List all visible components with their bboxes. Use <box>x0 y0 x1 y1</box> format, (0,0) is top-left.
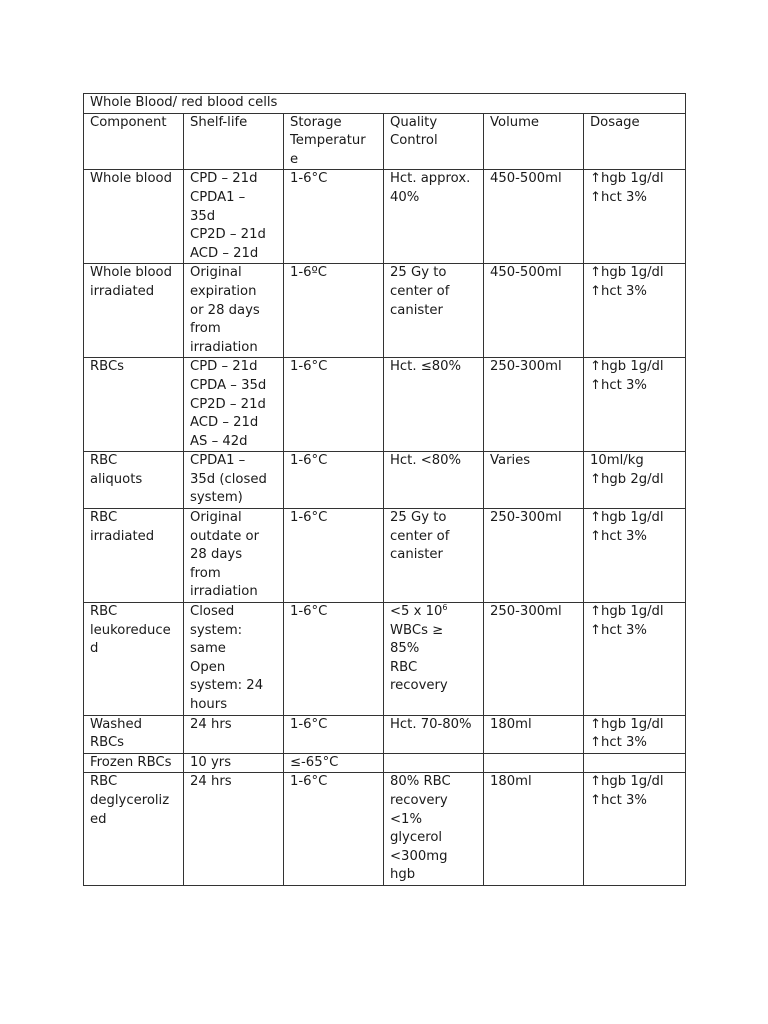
cell-text: 35d <box>190 208 216 224</box>
cell-component <box>84 715 184 753</box>
cell-text: AS – 42d <box>190 433 248 449</box>
cell-text: CPD – 21d <box>190 171 258 187</box>
cell-storage-temperature <box>284 773 384 886</box>
cell-dosage <box>584 452 686 509</box>
table-row <box>84 509 686 603</box>
cell-text: irradiated <box>90 528 155 544</box>
cell-shelf-life <box>184 715 284 753</box>
table-title: Whole Blood/ red blood cells <box>84 94 686 114</box>
cell-text: 450-500ml <box>490 171 562 187</box>
cell-text: ↑hgb 1g/dl <box>590 359 664 375</box>
cell-text: Hct. <80% <box>390 453 462 469</box>
cell-text: irradiation <box>190 584 258 600</box>
cell-text: same <box>190 641 226 657</box>
cell-text: Component <box>90 114 167 130</box>
cell-component <box>84 264 184 358</box>
cell-text: Hct. 70-80% <box>390 716 472 732</box>
cell-text: 1-6°C <box>290 604 328 620</box>
cell-text: ↑hgb 1g/dl <box>590 774 664 790</box>
cell-text: ↑hgb 1g/dl <box>590 265 664 281</box>
cell-text: 250-300ml <box>490 510 562 526</box>
cell-quality-control <box>384 715 484 753</box>
cell-text: 80% RBC <box>390 774 451 790</box>
cell-text: outdate or <box>190 528 260 544</box>
cell-text: 1-6°C <box>290 359 328 375</box>
cell-storage-temperature <box>284 509 384 603</box>
cell-dosage <box>584 358 686 452</box>
cell-text: CPDA1 – <box>190 189 246 205</box>
cell-text: center of <box>390 528 450 544</box>
cell-text: <5 x $10^6$ <box>390 603 448 620</box>
cell-text: Varies <box>490 453 531 469</box>
cell-volume <box>484 509 584 603</box>
cell-text: Whole blood <box>90 265 172 281</box>
cell-storage-temperature <box>284 603 384 716</box>
cell-text: hours <box>190 697 228 712</box>
cell-quality-control <box>384 358 484 452</box>
table-row <box>84 603 686 716</box>
cell-text: system) <box>190 490 243 506</box>
table-row <box>84 715 686 753</box>
cell-text: recovery <box>390 792 448 808</box>
cell-component <box>84 358 184 452</box>
cell-text: <300mg <box>390 848 448 864</box>
cell-text: 24 hrs <box>190 716 232 732</box>
cell-text: CPD – 21d <box>190 359 258 375</box>
cell-text: ACD – 21d <box>190 415 259 431</box>
cell-text: 1-6°C <box>290 510 328 526</box>
cell-text: RBCs <box>90 735 125 751</box>
superscript-exponent: 6 <box>442 603 448 613</box>
cell-component <box>84 170 184 264</box>
cell-text: ACD – 21d <box>190 245 259 261</box>
cell-quality-control <box>384 753 484 773</box>
cell-text: Whole blood <box>90 171 172 187</box>
cell-text: RBC <box>90 604 118 620</box>
cell-text: ↑hgb 1g/dl <box>590 171 664 187</box>
cell-text <box>390 754 477 773</box>
table-row <box>84 170 686 264</box>
cell-quality-control <box>384 773 484 886</box>
cell-dosage <box>584 603 686 716</box>
cell-text: from <box>190 565 221 581</box>
cell-text: Open <box>190 659 226 675</box>
cell-component <box>84 509 184 603</box>
cell-storage-temperature <box>284 715 384 753</box>
cell-shelf-life <box>184 264 284 358</box>
cell-volume <box>484 715 584 753</box>
cell-text: ↑hgb 2g/dl <box>590 471 664 487</box>
cell-dosage <box>584 753 686 773</box>
cell-text: CP2D – 21d <box>190 227 266 243</box>
cell-text: Original <box>190 510 242 526</box>
blood-components-table <box>83 93 686 886</box>
cell-volume <box>484 773 584 886</box>
cell-dosage <box>584 773 686 886</box>
cell-text: CPDA1 – <box>190 453 246 469</box>
cell-text: or 28 days <box>190 302 260 318</box>
header-quality-control <box>384 113 484 170</box>
cell-text: from <box>190 321 221 337</box>
cell-text: <1% <box>390 811 422 827</box>
cell-text: system: <box>190 622 243 638</box>
cell-text: ↑hct 3% <box>590 735 647 751</box>
cell-text: Quality <box>390 114 438 130</box>
table-row <box>84 773 686 886</box>
header-volume <box>484 113 584 170</box>
cell-storage-temperature <box>284 170 384 264</box>
cell-volume <box>484 603 584 716</box>
cell-text: hgb <box>390 867 416 883</box>
cell-text: glycerol <box>390 830 443 846</box>
cell-text: ed <box>90 811 107 827</box>
cell-component <box>84 452 184 509</box>
cell-text: Hct. ≤80% <box>390 359 462 375</box>
cell-quality-control <box>384 170 484 264</box>
cell-text: recovery <box>390 678 448 694</box>
cell-text: Washed <box>90 716 142 732</box>
cell-text: 1-6°C <box>290 774 328 790</box>
cell-text: 85% <box>390 641 420 657</box>
cell-shelf-life <box>184 170 284 264</box>
cell-quality-control <box>384 264 484 358</box>
cell-shelf-life <box>184 773 284 886</box>
cell-text: 25 Gy to <box>390 510 447 526</box>
cell-shelf-life <box>184 452 284 509</box>
cell-text: canister <box>390 302 443 318</box>
cell-storage-temperature <box>284 264 384 358</box>
cell-shelf-life <box>184 358 284 452</box>
cell-storage-temperature <box>284 753 384 773</box>
cell-storage-temperature <box>284 452 384 509</box>
cell-text: 24 hrs <box>190 774 232 790</box>
cell-text: Storage <box>290 114 342 130</box>
cell-component <box>84 773 184 886</box>
cell-text: 1-6°C <box>290 453 328 469</box>
header-dosage <box>584 113 686 170</box>
cell-text: 180ml <box>490 716 532 732</box>
cell-text: center of <box>390 283 450 299</box>
cell-text: ↑hct 3% <box>590 189 647 205</box>
cell-shelf-life <box>184 603 284 716</box>
cell-text: 10 yrs <box>190 754 232 770</box>
cell-text: Control <box>390 133 438 149</box>
cell-text: ↑hgb 1g/dl <box>590 716 664 732</box>
cell-dosage <box>584 509 686 603</box>
cell-text: ↑hct 3% <box>590 528 647 544</box>
cell-shelf-life <box>184 509 284 603</box>
cell-text: Shelf-life <box>190 114 248 130</box>
cell-text: CPDA – 35d <box>190 377 267 393</box>
cell-volume <box>484 358 584 452</box>
cell-text: 10ml/kg <box>590 453 644 469</box>
cell-text: expiration <box>190 283 257 299</box>
cell-text: Original <box>190 265 242 281</box>
cell-dosage <box>584 264 686 358</box>
cell-text: Temperatur <box>290 133 366 149</box>
cell-text: RBC <box>90 510 118 526</box>
cell-text: canister <box>390 547 443 563</box>
cell-text: irradiation <box>190 339 258 355</box>
cell-shelf-life <box>184 753 284 773</box>
cell-component <box>84 753 184 773</box>
table-row <box>84 452 686 509</box>
cell-text <box>490 754 577 773</box>
cell-text: 180ml <box>490 774 532 790</box>
cell-text: ↑hct 3% <box>590 377 647 393</box>
cell-text: 250-300ml <box>490 604 562 620</box>
cell-text: 450-500ml <box>490 265 562 281</box>
cell-text: irradiated <box>90 283 155 299</box>
cell-volume <box>484 264 584 358</box>
header-shelf-life <box>184 113 284 170</box>
cell-text: Dosage <box>590 114 640 130</box>
cell-text <box>590 754 679 773</box>
cell-text: RBC <box>90 774 118 790</box>
cell-text: 28 days <box>190 547 243 563</box>
cell-storage-temperature <box>284 358 384 452</box>
cell-volume <box>484 452 584 509</box>
cell-text: e <box>290 151 299 167</box>
header-row <box>84 113 686 170</box>
cell-text: ↑hgb 1g/dl <box>590 510 664 526</box>
cell-volume <box>484 753 584 773</box>
cell-text: ↑hct 3% <box>590 283 647 299</box>
cell-volume <box>484 170 584 264</box>
cell-quality-control <box>384 509 484 603</box>
cell-text: 1-6ºC <box>290 265 327 281</box>
cell-text: deglyceroliz <box>90 792 170 808</box>
cell-text: RBC <box>390 659 418 675</box>
header-component <box>84 113 184 170</box>
table-row <box>84 753 686 773</box>
cell-text: Frozen RBCs <box>90 754 172 770</box>
table-row <box>84 264 686 358</box>
cell-text: ↑hct 3% <box>590 622 647 638</box>
table-row <box>84 358 686 452</box>
cell-text: d <box>90 641 99 657</box>
cell-text: 25 Gy to <box>390 265 447 281</box>
cell-text: RBCs <box>90 359 125 375</box>
cell-dosage <box>584 715 686 753</box>
cell-text: CP2D – 21d <box>190 396 266 412</box>
cell-dosage <box>584 170 686 264</box>
cell-text: aliquots <box>90 471 143 487</box>
cell-text: WBCs ≥ <box>390 622 444 638</box>
cell-text: 1-6°C <box>290 716 328 732</box>
cell-text: ↑hgb 1g/dl <box>590 604 664 620</box>
cell-text: Hct. approx. <box>390 171 471 187</box>
cell-component <box>84 603 184 716</box>
cell-text: leukoreduce <box>90 622 171 638</box>
cell-text: 1-6°C <box>290 171 328 187</box>
cell-text: Closed <box>190 604 235 620</box>
cell-text: 250-300ml <box>490 359 562 375</box>
cell-text: system: 24 <box>190 678 264 694</box>
cell-text: RBC <box>90 453 118 469</box>
table-title-row <box>84 94 686 114</box>
cell-quality-control <box>384 452 484 509</box>
cell-text: Volume <box>490 114 540 130</box>
cell-quality-control <box>384 603 484 716</box>
cell-text: ↑hct 3% <box>590 792 647 808</box>
header-storage-temperature <box>284 113 384 170</box>
cell-text: ≤-65°C <box>290 754 339 770</box>
cell-text: 35d (closed <box>190 471 267 487</box>
cell-text: 40% <box>390 189 420 205</box>
